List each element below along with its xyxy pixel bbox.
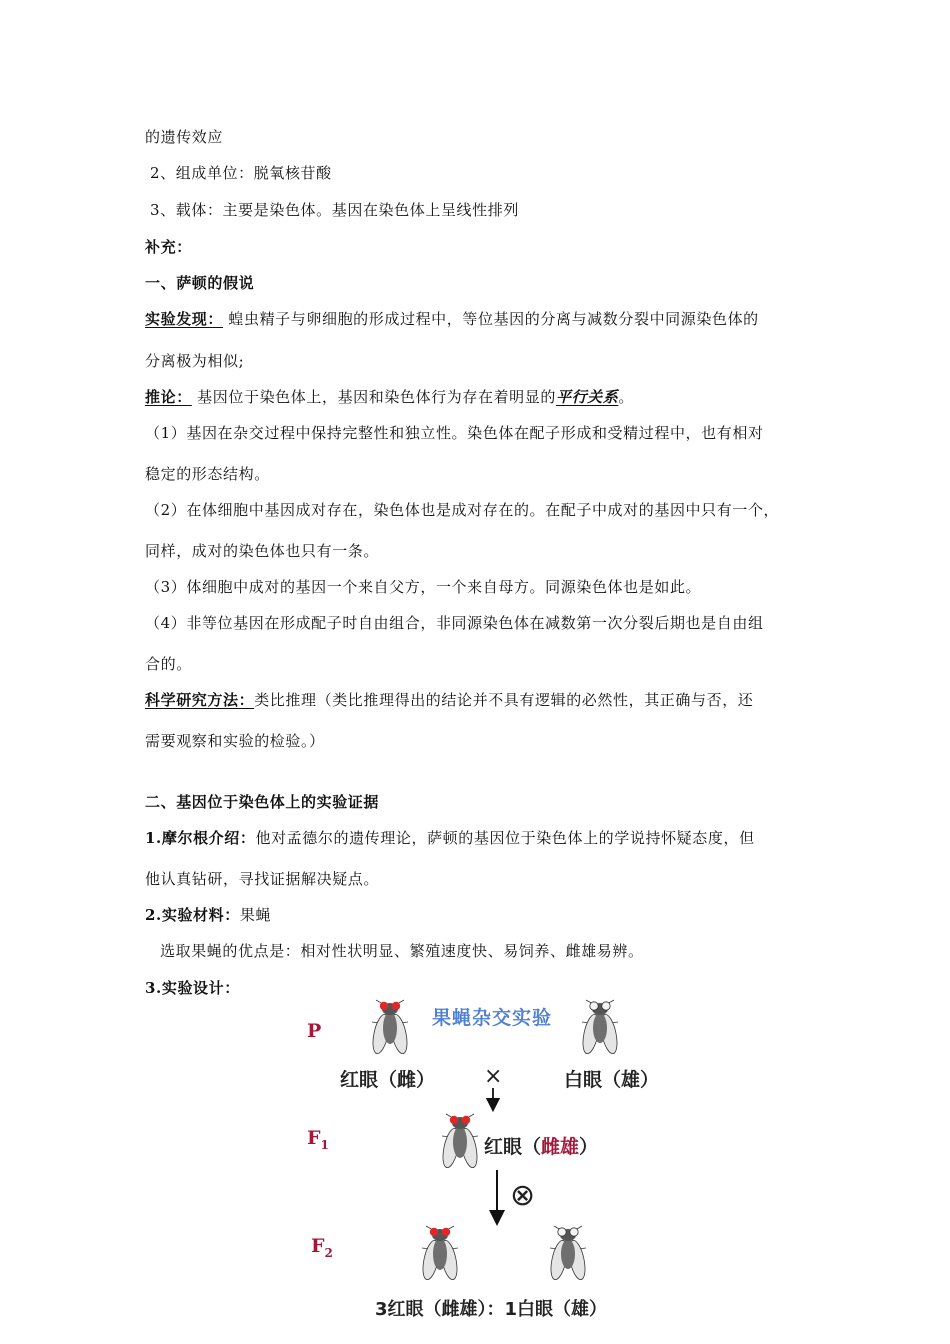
text-line: 需要观察和实验的检验。） bbox=[145, 732, 325, 750]
f2-main: F bbox=[311, 1235, 325, 1257]
red-eye-female-fly-icon bbox=[368, 994, 412, 1060]
point-line: （1）基因在杂交过程中保持完整性和独立性。染色体在配子形成和受精过程中，也有相对 bbox=[145, 424, 764, 442]
point-line: 同样，成对的染色体也只有一条。 bbox=[145, 542, 380, 560]
method-text: 类比推理（类比推理得出的结论并不具有逻辑的必然性，其正确与否，还 bbox=[254, 691, 754, 709]
inference-emphasis: 平行关系 bbox=[555, 388, 619, 406]
method-paragraph bbox=[145, 690, 753, 710]
selfing-symbol: ⊗ bbox=[510, 1178, 536, 1213]
design-label: 3.实验设计： bbox=[145, 979, 240, 997]
point-line: （3）体细胞中成对的基因一个来自父方，一个来自母方。同源染色体也是如此。 bbox=[145, 578, 702, 596]
red-eye-f1-fly-icon bbox=[438, 1108, 482, 1174]
f1-sub: 1 bbox=[320, 1137, 329, 1152]
f2-result-label: 3红眼（雌雄）：1白眼（雄） bbox=[375, 1299, 608, 1320]
section-heading-1: 一、萨顿的假说 bbox=[145, 274, 255, 292]
discovery-text: 蝗虫精子与卵细胞的形成过程中，等位基因的分离与减数分裂中同源染色体的 bbox=[223, 310, 759, 328]
supplement-heading: 补充： bbox=[145, 238, 192, 256]
text-line: 3、载体：主要是染色体。基因在染色体上呈线性排列 bbox=[150, 201, 519, 219]
red-eye-f2-fly-icon bbox=[418, 1220, 462, 1286]
diagram-title: 果蝇杂交实验 bbox=[432, 1007, 553, 1029]
f1-label bbox=[484, 1132, 598, 1159]
text-line: 的遗传效应 bbox=[145, 128, 224, 146]
discovery-label: 实验发现： bbox=[145, 310, 224, 328]
f2-sub: 2 bbox=[324, 1245, 333, 1260]
material-text: 果蝇 bbox=[239, 906, 272, 924]
text-line: 他认真钻研，寻找证据解决疑点。 bbox=[145, 870, 380, 888]
generation-f2-label bbox=[311, 1235, 333, 1260]
text-line: 2、组成单位：脱氧核苷酸 bbox=[150, 164, 332, 182]
white-eye-f2-fly-icon bbox=[546, 1220, 590, 1286]
f1-close: ） bbox=[579, 1136, 599, 1158]
morgan-label: 1.摩尔根介绍： bbox=[145, 829, 256, 847]
f1-sex: 雌雄 bbox=[541, 1136, 580, 1158]
point-line: 稳定的形态结构。 bbox=[145, 465, 270, 483]
f1-main: F bbox=[307, 1127, 321, 1149]
point-line: （2）在体细胞中基因成对存在，染色体也是成对存在的。在配子中成对的基因中只有一个， bbox=[145, 501, 780, 519]
material-paragraph bbox=[145, 905, 271, 925]
inference-label: 推论： bbox=[145, 388, 192, 406]
inference-paragraph bbox=[145, 387, 634, 407]
white-eye-male-fly-icon bbox=[578, 994, 622, 1060]
material-label: 2.实验材料： bbox=[145, 906, 240, 924]
morgan-paragraph bbox=[145, 828, 755, 848]
section-heading-2: 二、基因位于染色体上的实验证据 bbox=[145, 793, 380, 811]
text-line: 分离极为相似; bbox=[145, 352, 245, 370]
point-line: （4）非等位基因在形成配子时自由组合，非同源染色体在减数第一次分裂后期也是自由组 bbox=[145, 614, 764, 632]
inference-text: 基因位于染色体上，基因和染色体行为存在着明显的 bbox=[191, 388, 556, 406]
cross-symbol: × bbox=[484, 1064, 503, 1089]
p-female-label: 红眼（雌） bbox=[340, 1069, 436, 1091]
generation-p-label: P bbox=[307, 1020, 322, 1042]
morgan-text: 他对孟德尔的遗传理论，萨顿的基因位于染色体上的学说持怀疑态度，但 bbox=[255, 829, 755, 847]
discovery-paragraph bbox=[145, 309, 759, 329]
method-label: 科学研究方法： bbox=[145, 691, 255, 709]
p-male-label: 白眼（雄） bbox=[564, 1069, 660, 1091]
generation-f1-label bbox=[307, 1127, 329, 1152]
point-line: 合的。 bbox=[145, 655, 192, 673]
advantage-line: 选取果蝇的优点是：相对性状明显、繁殖速度快、易饲养、雌雄易辨。 bbox=[160, 942, 644, 960]
inference-end: 。 bbox=[618, 388, 634, 406]
f1-text: 红眼（ bbox=[484, 1136, 542, 1158]
